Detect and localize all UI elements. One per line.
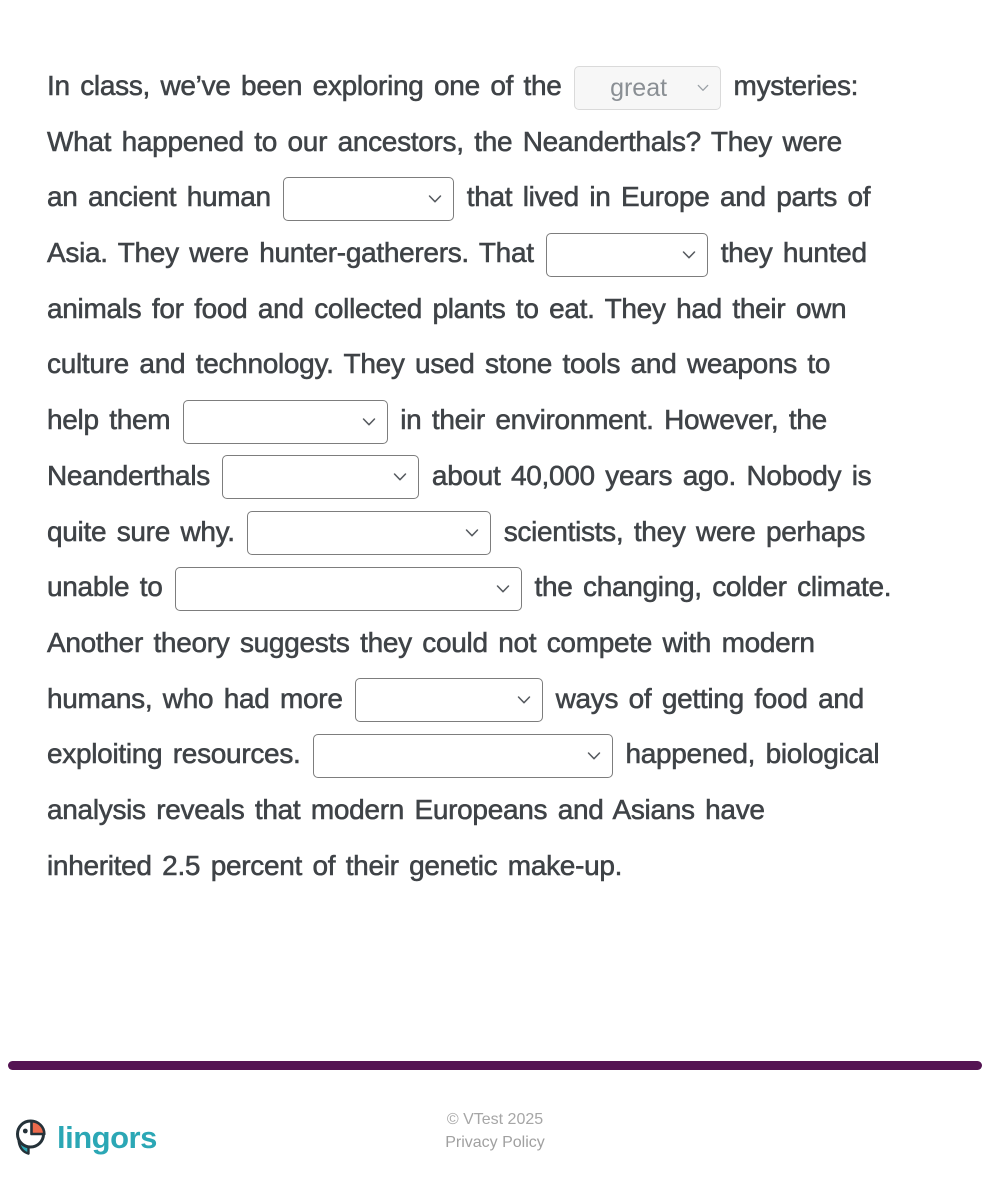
passage-text: What happened to our ancestors, the Neanderthals? They were <box>47 125 842 157</box>
cloze-dropdown-value <box>223 456 418 498</box>
brand-logo <box>14 1118 445 1157</box>
cloze-dropdown-value <box>284 178 453 220</box>
passage-text: analysis reveals that modern Europeans and Asians have <box>47 793 765 825</box>
footer <box>0 1100 990 1157</box>
passage-text: happened, biological <box>625 738 880 770</box>
cloze-dropdown-9[interactable] <box>313 734 613 778</box>
passage-line <box>47 114 990 170</box>
cloze-dropdown-8[interactable] <box>355 678 543 722</box>
passage-line <box>47 726 990 782</box>
passage-text: the changing, colder climate. <box>534 571 892 603</box>
passage-line <box>47 559 990 615</box>
passage-line <box>47 615 990 671</box>
passage-text: Neanderthals <box>47 459 210 491</box>
passage-text: an ancient human <box>47 181 271 213</box>
passage-line <box>47 448 990 504</box>
passage-text: ways of getting food and <box>555 682 864 714</box>
passage-text: that lived in Europe and parts of <box>466 181 871 213</box>
cloze-dropdown-1[interactable] <box>574 66 721 110</box>
passage-line <box>47 504 990 560</box>
passage-line <box>47 225 990 281</box>
passage-text: scientists, they were perhaps <box>503 515 866 547</box>
cloze-dropdown-value <box>356 679 542 721</box>
passage-text: humans, who had more <box>47 682 343 714</box>
parrot-logo-icon <box>14 1118 49 1157</box>
passage-text: quite sure why. <box>47 515 235 547</box>
brand-name: lingors <box>57 1119 157 1155</box>
copyright-text: © VTest 2025 <box>446 1111 544 1128</box>
passage-text: exploiting resources. <box>47 738 301 770</box>
passage-text: inherited 2.5 percent of their genetic make-up. <box>47 849 623 881</box>
passage-text: they hunted <box>720 237 867 269</box>
cloze-dropdown-2[interactable] <box>283 177 454 221</box>
footer-divider-bar <box>8 1061 982 1070</box>
passage-text: mysteries: <box>733 70 859 101</box>
passage-text: in their environment. However, the <box>400 404 827 436</box>
passage-text: culture and technology. They used stone tools and weapons to <box>47 348 831 380</box>
cloze-dropdown-4[interactable] <box>183 400 388 444</box>
passage-text: In class, we’ve been exploring one of the <box>47 70 562 101</box>
passage-line <box>47 838 990 894</box>
passage-text: help them <box>47 404 171 436</box>
passage-line <box>47 281 990 337</box>
cloze-dropdown-value <box>314 735 612 777</box>
cloze-dropdown-3[interactable] <box>546 233 708 277</box>
passage-text: Another theory suggests they could not compete with modern <box>47 626 815 658</box>
privacy-policy-link[interactable]: Privacy Policy <box>445 1134 545 1151</box>
cloze-dropdown-7[interactable] <box>175 567 522 611</box>
passage-line <box>47 169 990 225</box>
passage-line <box>47 782 990 838</box>
cloze-dropdown-5[interactable] <box>222 455 419 499</box>
passage-line <box>47 671 990 727</box>
passage-line <box>47 336 990 392</box>
passage-text: animals for food and collected plants to eat. They had their own <box>47 292 847 324</box>
cloze-dropdown-value <box>184 401 387 443</box>
cloze-dropdown-value <box>248 512 490 554</box>
passage-text: unable to <box>47 571 163 603</box>
passage-line <box>47 392 990 448</box>
passage-line <box>47 58 990 114</box>
passage-text: about 40,000 years ago. Nobody is <box>431 459 872 491</box>
cloze-dropdown-value <box>176 568 521 610</box>
cloze-dropdown-value: great <box>610 73 668 102</box>
cloze-dropdown-6[interactable] <box>247 511 491 555</box>
passage-text: Asia. They were hunter-gatherers. That <box>47 237 534 269</box>
cloze-dropdown-value <box>547 234 707 276</box>
